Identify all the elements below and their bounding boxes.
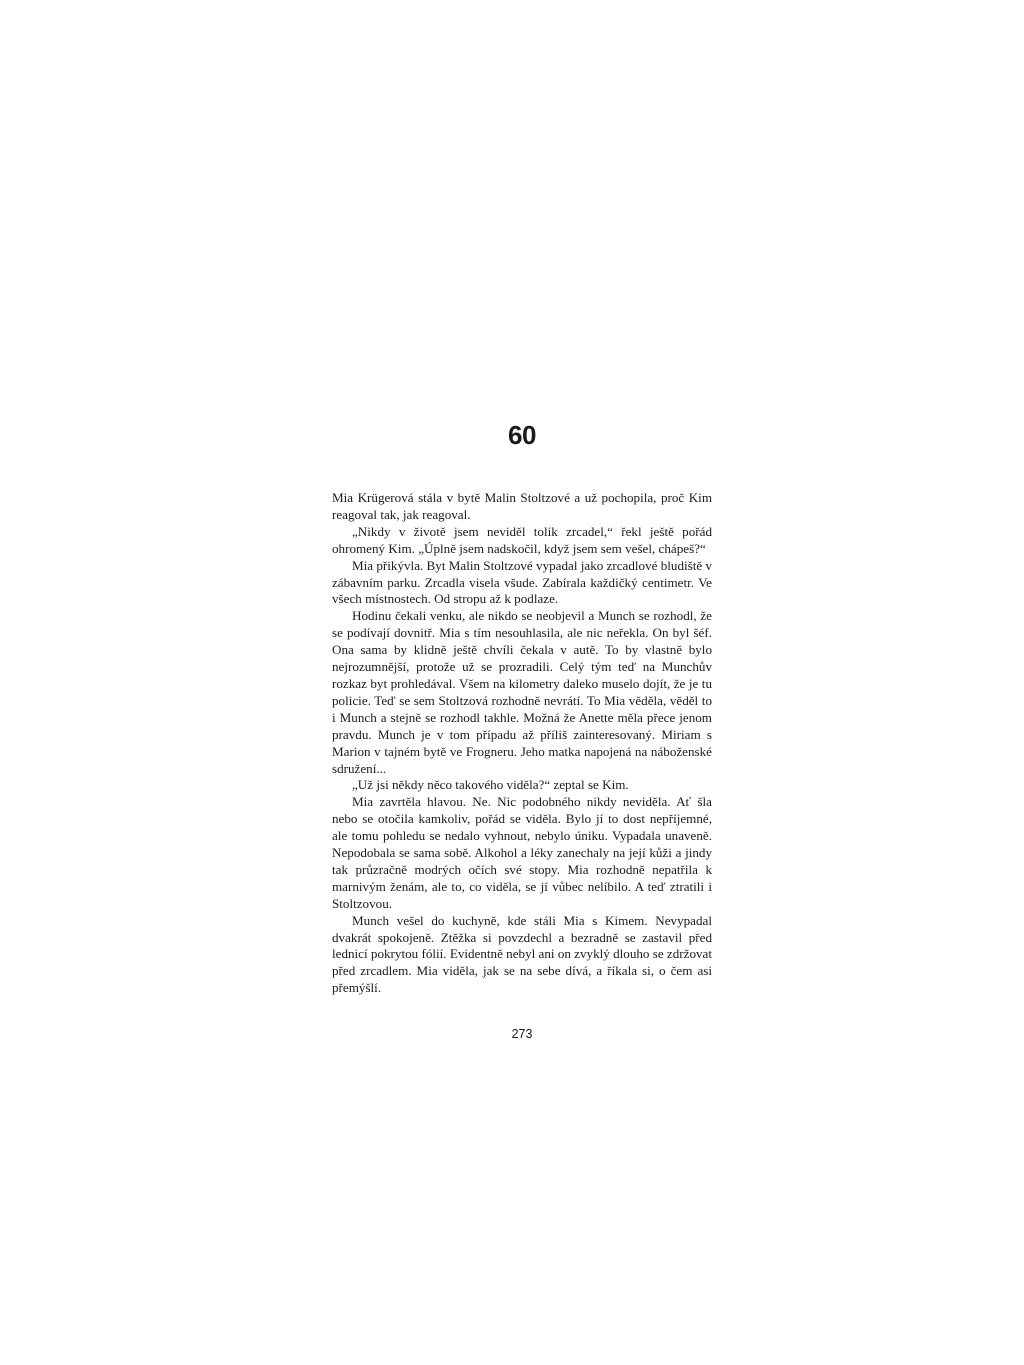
paragraph-3: Mia přikývla. Byt Malin Stoltzové vypadal jako zrcadlové bludiště v zábavním parku. Zrcadla visela všude. Zabírala každičký centimetr. Ve všech místnostech. Od stropu až k podlaze. bbox=[332, 557, 713, 607]
paragraph-1: Mia Krügerová stála v bytě Malin Stoltzové a už pochopila, proč Kim reagoval tak, jak reagoval. bbox=[332, 490, 712, 522]
chapter-number: 60 bbox=[508, 420, 536, 450]
paragraph-4: Hodinu čekali venku, ale nikdo se neobjevil a Munch se rozhodl, že se podívají dovnitř. Mia s tím nesouhlasila, ale nic neřekla. On byl šéf. Ona sama by klidně ještě chvíli čekala v autě. To by vlastně bylo nejrozumnější, protože už se prozradili. Celý tým teď na Munchův rozkaz byt prohledával. Všem na kilometry daleko muselo dojít, že je tu policie. Teď se sem Stoltzová rozhodně nevrátí. To Mia věděla, věděl to i Munch a stejně se rozhodl takhle. Možná že Anette měla přece jenom pravdu. Munch je v tom případu až příliš zainteresovaný. Miriam s Marion v tajném bytě ve Frogneru. Jeho matka napojená na náboženské sdružení... bbox=[332, 608, 712, 776]
paragraph-2: „Nikdy v životě jsem neviděl tolik zrcadel,“ řekl ještě pořád ohromený Kim. „Úplně jsem nadskočil, když jsem sem vešel, chápeš?“ bbox=[332, 523, 712, 556]
chapter-body-text bbox=[332, 490, 712, 997]
page-number: 273 bbox=[511, 1027, 533, 1041]
paragraph-6: Mia zavrtěla hlavou. Ne. Nic podobného nikdy neviděla. Ať šla nebo se otočila kamkoliv, pořád se viděla. Bylo jí to dost nepříjemné, ale tomu pohledu se nedalo vyhnout, nebylo úniku. Vypadala unaveně. Nepodobala se sama sobě. Alkohol a léky zanechaly na její kůži a jindy tak průzračně modrých očích své stopy. Mia rozhodně nepatřila k marnivým ženám, ale to, co viděla, se jí vůbec nelíbilo. A teď ztratili i Stoltzovou. bbox=[332, 794, 712, 911]
paragraph-5: „Už jsi někdy něco takového viděla?“ zeptal se Kim. bbox=[352, 777, 629, 793]
paragraph-7: Munch vešel do kuchyně, kde stáli Mia s Kimem. Nevypadal dvakrát spokojeně. Ztěžka si povzdechl a bezradně se zastavil před lednicí pokrytou fólií. Evidentně nebyl ani on zvyklý dlouho se zdržovat před zrcadlem. Mia viděla, jak se na sebe dívá, a říkala si, o čem asi přemýšlí. bbox=[332, 912, 712, 996]
